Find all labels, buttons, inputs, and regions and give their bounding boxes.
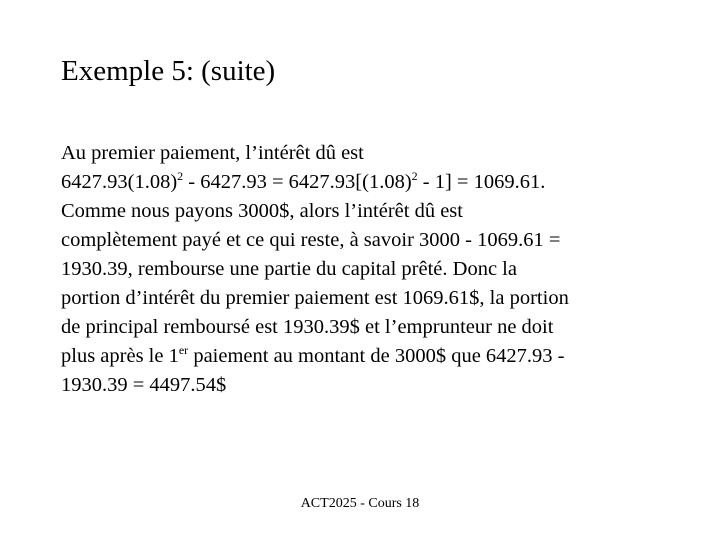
- body-line-9: 1930.39 = 4497.54$: [61, 374, 227, 396]
- text-part-2: paiement au montant de 3000$ que 6427.93 -: [188, 345, 565, 367]
- text-part-1: plus après le 1: [61, 345, 179, 367]
- body-line-5: 1930.39, rembourse une partie du capital prêté. Donc la: [61, 258, 517, 280]
- body-line-7: de principal remboursé est 1930.39$ et l’emprunteur ne doit: [61, 316, 554, 338]
- equation-part-1: 6427.93(1.08): [61, 171, 178, 193]
- body-line-8: [61, 342, 691, 371]
- body-line-3: Comme nous payons 3000$, alors l’intérêt dû est: [61, 200, 463, 222]
- slide-title: Exemple 5: (suite): [61, 55, 276, 87]
- exponent-1: 2: [177, 169, 184, 183]
- body-line-2: [61, 168, 691, 197]
- ordinal-superscript: er: [178, 343, 189, 357]
- slide-body: [61, 139, 691, 400]
- exponent-2: 2: [411, 169, 418, 183]
- body-line-6: portion d’intérêt du premier paiement est 1069.61$, la portion: [61, 287, 569, 309]
- equation-part-3: - 1] = 1069.61.: [417, 171, 546, 193]
- equation-part-2: - 6427.93 = 6427.93[(1.08): [183, 171, 412, 193]
- slide-footer: ACT2025 - Cours 18: [300, 496, 420, 511]
- body-line-4: complètement payé et ce qui reste, à savoir 3000 - 1069.61 =: [61, 229, 561, 251]
- body-line-1: Au premier paiement, l’intérêt dû est: [61, 142, 364, 164]
